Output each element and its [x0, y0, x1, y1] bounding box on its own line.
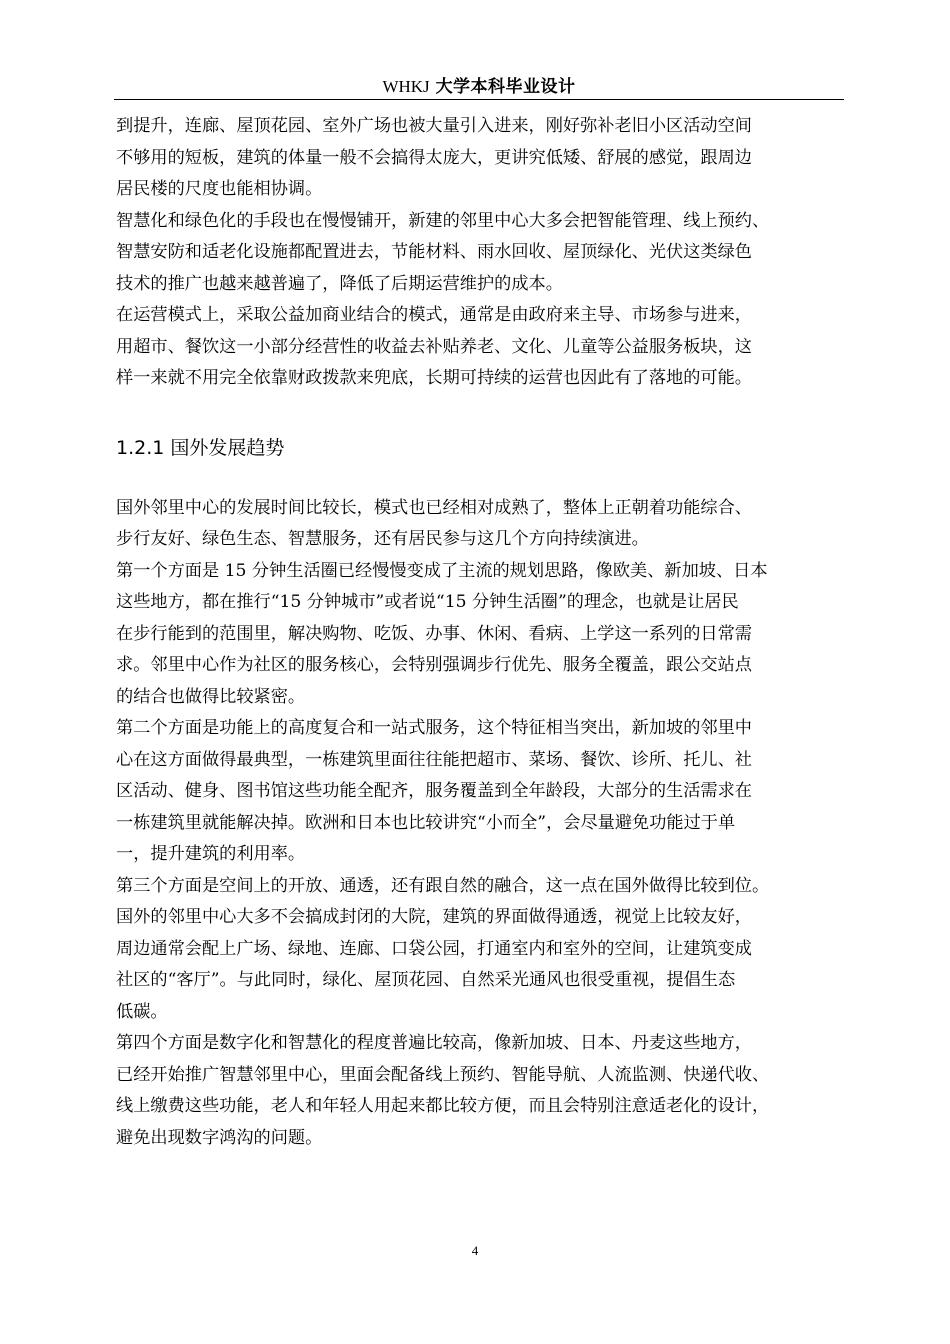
- paragraph: [116, 713, 842, 871]
- text-line: 周边通常会配上广场、绿地、连廊、口袋公园，打通室内和室外的空间，让建筑变成: [116, 938, 752, 959]
- text-line: 已经开始推广智慧邻里中心，里面会配备线上预约、智能导航、人流监测、快递代收、: [116, 1064, 770, 1085]
- text-line: 技术的推广也越来越普遍了，降低了后期运营维护的成本。: [116, 273, 563, 294]
- text-line: 第一个方面是 15 分钟生活圈已经慢慢变成了主流的规划思路，像欧美、新加坡、日本: [116, 560, 768, 581]
- page-header: [114, 74, 844, 100]
- text-line: 在运营模式上，采取公益加商业结合的模式，通常是由政府来主导、市场参与进来，: [116, 305, 752, 325]
- paragraph: [116, 111, 842, 206]
- text-line: 第三个方面是空间上的开放、通透，还有跟自然的融合，这一点在国外做得比较到位。: [116, 875, 770, 896]
- text-line: 低碳。: [116, 1001, 168, 1022]
- paragraph: [116, 493, 842, 556]
- text-line: 一，提升建筑的利用率。: [116, 844, 306, 864]
- header-title: 大学本科毕业设计: [435, 77, 576, 97]
- text-line: 社区的“客厅”。与此同时，绿化、屋顶花园、自然采光通风也很受重视，提倡生态: [116, 970, 736, 990]
- paragraph: [116, 206, 842, 301]
- paragraph: [116, 871, 842, 1029]
- text-line: 国外的邻里中心大多不会搞成封闭的大院，建筑的界面做得通透，视觉上比较友好，: [116, 907, 752, 927]
- page-number: 4: [471, 1243, 479, 1258]
- text-line: 智慧化和绿色化的手段也在慢慢铺开，新建的邻里中心大多会把智能管理、线上预约、: [116, 210, 770, 231]
- text-line: 的结合也做得比较紧密。: [116, 686, 306, 707]
- text-line: 线上缴费这些功能，老人和年轻人用起来都比较方便，而且会特别注意适老化的设计，: [116, 1096, 770, 1116]
- text-line: 心在这方面做得最典型，一栋建筑里面往往能把超市、菜场、餐饮、诊所、托儿、社: [116, 749, 752, 770]
- text-line: 第四个方面是数字化和智慧化的程度普遍比较高，像新加坡、日本、丹麦这些地方，: [116, 1033, 752, 1053]
- text-line: 样一来就不用完全依靠财政拨款来兜底，长期可持续的运营也因此有了落地的可能。: [116, 368, 752, 388]
- text-line: 步行友好、绿色生态、智慧服务，还有居民参与这几个方向持续演进。: [116, 529, 649, 549]
- paragraph: [116, 300, 842, 395]
- text-line: 在步行能到的范围里，解决购物、吃饭、办事、休闲、看病、上学这一系列的日常需: [116, 623, 752, 644]
- text-line: 求。邻里中心作为社区的服务核心，会特别强调步行优先、服务全覆盖，跟公交站点: [116, 655, 752, 675]
- text-line: 避免出现数字鸿沟的问题。: [116, 1127, 323, 1148]
- text-line: 区活动、健身、图书馆这些功能全配齐，服务覆盖到全年龄段，大部分的生活需求在: [116, 781, 752, 801]
- text-line: 到提升，连廊、屋顶花园、室外广场也被大量引入进来，刚好弥补老旧小区活动空间: [116, 116, 752, 136]
- paragraph: [116, 556, 842, 714]
- text-line: 居民楼的尺度也能相协调。: [116, 179, 323, 199]
- text-line: 国外邻里中心的发展时间比较长，模式也已经相对成熟了，整体上正朝着功能综合、: [116, 497, 752, 518]
- header-rule: [114, 99, 844, 100]
- header-code: WHKJ: [382, 77, 430, 96]
- text-line: 这些地方，都在推行“15 分钟城市”或者说“15 分钟生活圈”的理念，也就是让居民: [116, 592, 739, 612]
- text-line: 第二个方面是功能上的高度复合和一站式服务，这个特征相当突出，新加坡的邻里中: [116, 718, 752, 738]
- paragraph: [116, 1028, 842, 1154]
- page-body: [116, 111, 842, 1154]
- text-line: 用超市、餐饮这一小部分经营性的收益去补贴养老、文化、儿童等公益服务板块，这: [116, 336, 752, 357]
- text-line: 一栋建筑里就能解决掉。欧洲和日本也比较讲究“小而全”，会尽量避免功能过于单: [116, 812, 736, 833]
- section-heading: 1.2.1 国外发展趋势: [116, 436, 285, 459]
- text-line: 不够用的短板，建筑的体量一般不会搞得太庞大，更讲究低矮、舒展的感觉，跟周边: [116, 147, 752, 168]
- text-line: 智慧安防和适老化设施都配置进去，节能材料、雨水回收、屋顶绿化、光伏这类绿色: [116, 242, 752, 262]
